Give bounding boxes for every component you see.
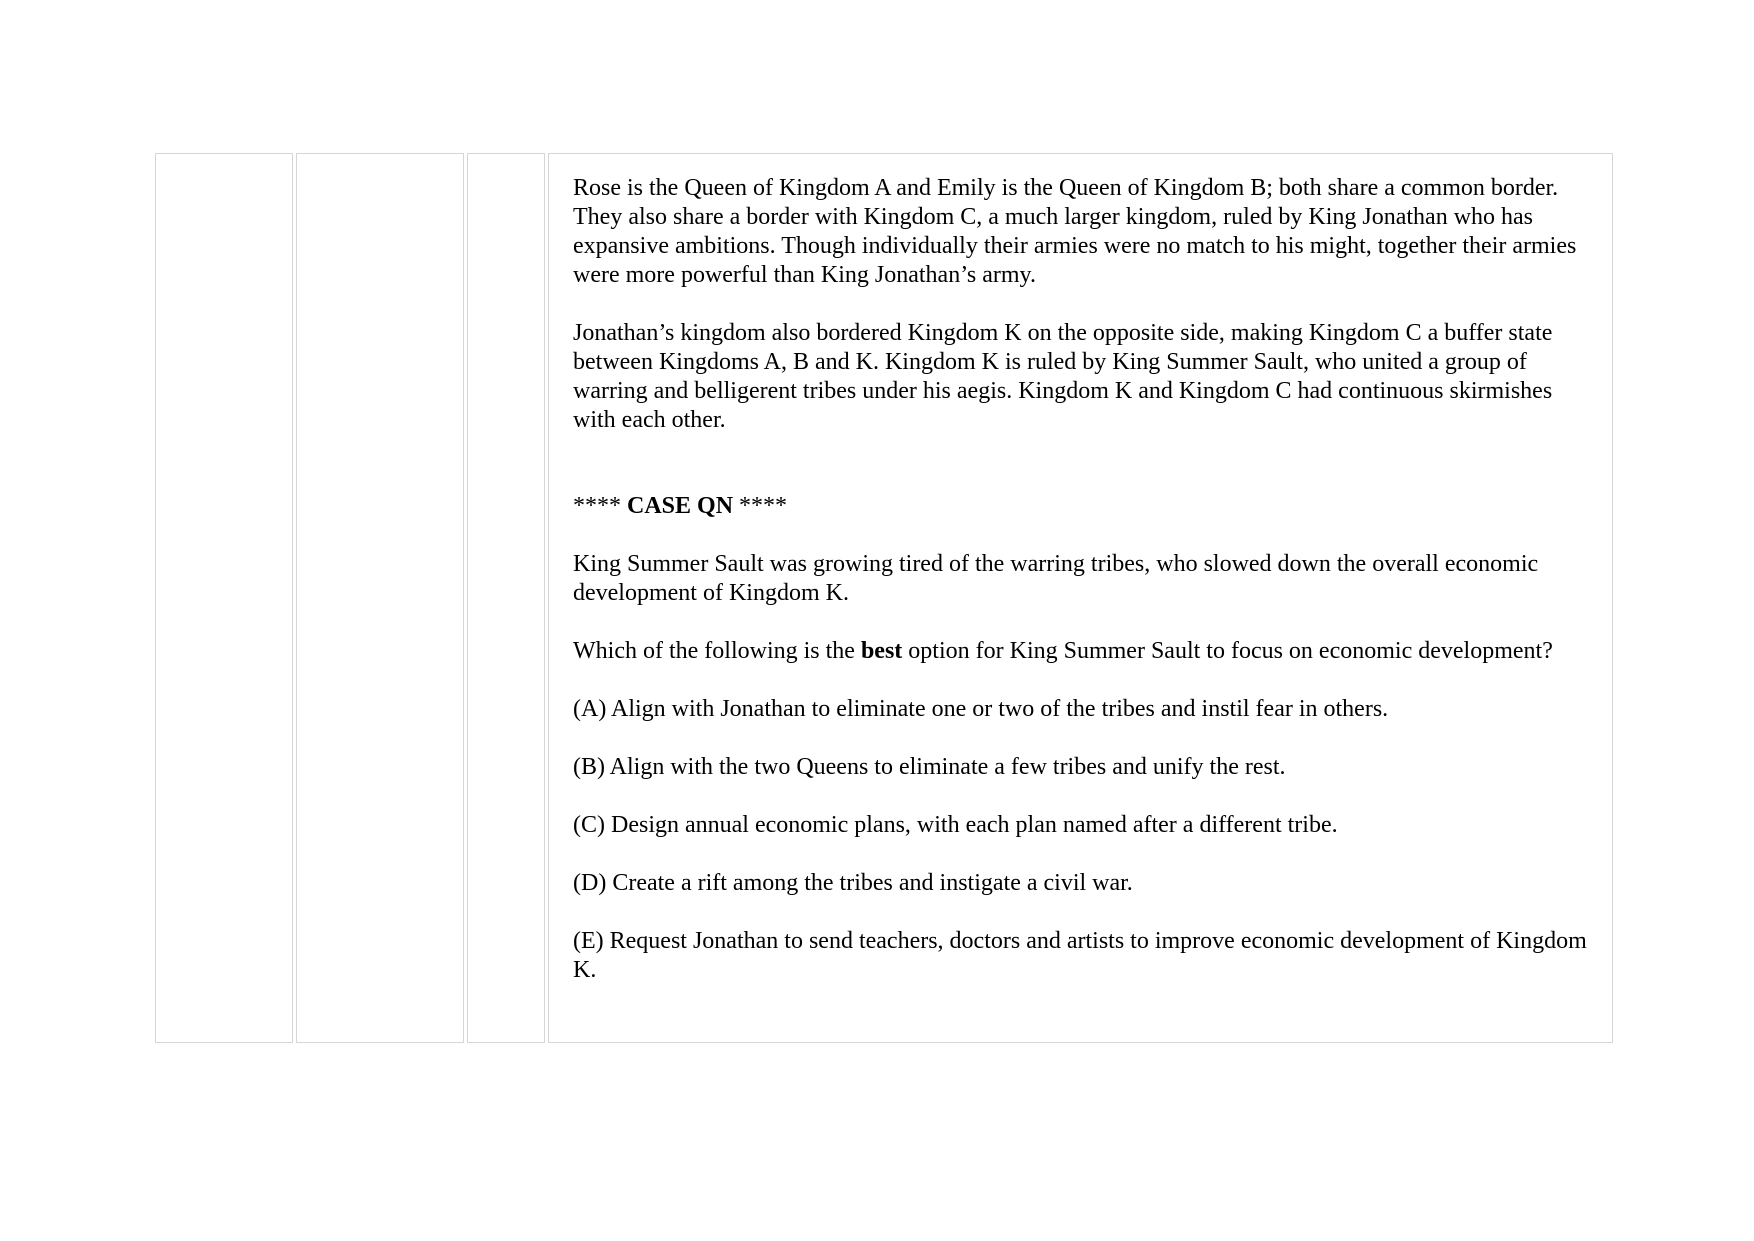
option-c: (C) Design annual economic plans, with each plan named after a different tribe. bbox=[573, 812, 1338, 838]
passage-paragraph-2: Jonathan’s kingdom also bordered Kingdom K on the opposite side, making Kingdom C a buffer state between Kingdoms A, B and K. Kingdom K is ruled by King Summer Sault, who united a group of warring and belligerent tribes under his aegis. Kingdom K and Kingdom C had continuous skirmishes with each other. bbox=[573, 320, 1553, 433]
option-a: (A) Align with Jonathan to eliminate one or two of the tribes and instil fear in others. bbox=[573, 696, 1389, 722]
question-before: Which of the following is the bbox=[573, 638, 861, 664]
option-b: (B) Align with the two Queens to eliminate a few tribes and unify the rest. bbox=[573, 754, 1286, 780]
case-heading-suffix: **** bbox=[733, 493, 788, 519]
case-heading bbox=[573, 492, 1598, 521]
question-after: option for King Summer Sault to focus on economic development? bbox=[902, 638, 1553, 664]
table-cell-1 bbox=[155, 153, 293, 1043]
question-content bbox=[573, 174, 1598, 985]
question-emphasis: best bbox=[860, 638, 903, 664]
case-text: King Summer Sault was growing tired of the warring tribes, who slowed down the overall economic development of Kingdom K. bbox=[573, 551, 1539, 606]
passage-paragraph-1: Rose is the Queen of Kingdom A and Emily is the Queen of Kingdom B; both share a common border. They also share a border with Kingdom C, a much larger kingdom, ruled by King Jonathan who has expansive ambitions. Though individually their armies were no match to his might, together their armies were more powerful than King Jonathan’s army. bbox=[573, 175, 1577, 288]
table-cell-2 bbox=[296, 153, 464, 1043]
option-d: (D) Create a rift among the tribes and instigate a civil war. bbox=[573, 870, 1133, 896]
question-text bbox=[573, 637, 1598, 666]
option-e: (E) Request Jonathan to send teachers, doctors and artists to improve economic development of Kingdom K. bbox=[573, 928, 1587, 983]
case-heading-title: CASE QN bbox=[627, 493, 734, 519]
table-cell-3 bbox=[467, 153, 545, 1043]
case-heading-prefix: **** bbox=[573, 493, 627, 519]
